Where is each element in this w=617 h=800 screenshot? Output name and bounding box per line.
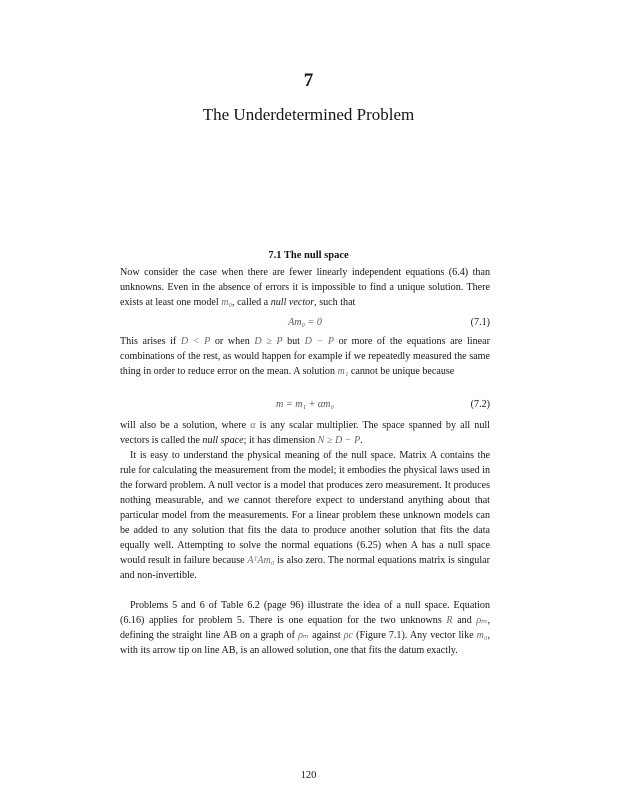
equation-number: (7.2) xyxy=(470,399,490,410)
math-inequality: D ≥ P xyxy=(254,336,283,347)
math-difference: D − P xyxy=(304,336,335,347)
chapter-title: The Underdetermined Problem xyxy=(202,105,415,124)
paragraph-problems: Problems 5 and 6 of Table 6.2 (page 96) illustrate the idea of a null space. Equation (6.16) applies for problem 5. There is one equation for the two unknowns R and ρₘ, defining the straight line AB on a graph of ρₘ against ρc (Figure 7.1). Any vector like m₀, with its arrow tip on line AB, is an allowed solution, one that fits the datum exactly. xyxy=(120,600,490,656)
paragraph-intro: Now consider the case when there are fewer linearly independent equations (6.4) than unknowns. Even in the absence of errors it is impossible to find a unique solution. There exists at least one model m₀, called a null vector, such that xyxy=(120,267,490,308)
math-inequality: D < P xyxy=(180,336,211,347)
math-variable: ρₘ xyxy=(476,615,488,626)
page-number: 120 xyxy=(300,770,317,781)
math-null-vector: m₀ xyxy=(221,297,233,308)
math-variable: ρc xyxy=(343,630,354,641)
equation-expression: m = m₁ + αm₀ xyxy=(276,399,334,410)
term-null-vector: null vector xyxy=(270,297,315,308)
paragraph-null-space: will also be a solution, where α is any scalar multiplier. The space spanned by all null vectors is called the null space; it has dimension N ≥ D − P. xyxy=(120,420,490,446)
equation-7-1 xyxy=(120,317,490,332)
chapter-number: 7 xyxy=(303,70,314,91)
math-variable: R xyxy=(446,615,453,626)
math-dimension: N ≥ D − P xyxy=(317,435,361,446)
math-variable: m₀ xyxy=(476,630,488,641)
paragraph-physical-meaning: It is easy to understand the physical meaning of the null space. Matrix A contains the rule for calculating the measurement from the model; it embodies the physical laws used in the forward problem. A null vector is a model that produces zero measurement. It produces nothing measurable, and we cannot therefore expect to understand anything about that particular model from the measurements. For a linear problem these unknown models can be added to any solution that fits the data to produce another solution that fits the data equally well. Attempting to solve the normal equations (6.25) when A has a null space would result in failure because AᵀAm₀ is also zero. The normal equations matrix is singular and non-invertible. xyxy=(120,450,490,581)
math-normal-matrix: AᵀAm₀ xyxy=(247,555,275,566)
math-variable: ρₘ xyxy=(298,630,310,641)
section-heading: 7.1 The null space xyxy=(268,250,349,261)
equation-7-2 xyxy=(120,399,490,414)
math-solution: m₁ xyxy=(337,366,349,377)
term-null-space: null space xyxy=(202,435,244,446)
math-alpha: α xyxy=(250,420,256,431)
equation-expression: Am₀ = 0 xyxy=(288,317,322,328)
paragraph-cases: This arises if D < P or when D ≥ P but D − P or more of the equations are linear combinations of the rest, as would happen for example if we repeatedly measured the same thing in order to reduce error on the mean. A solution m₁ cannot be unique because xyxy=(120,336,490,377)
equation-number: (7.1) xyxy=(470,317,490,328)
